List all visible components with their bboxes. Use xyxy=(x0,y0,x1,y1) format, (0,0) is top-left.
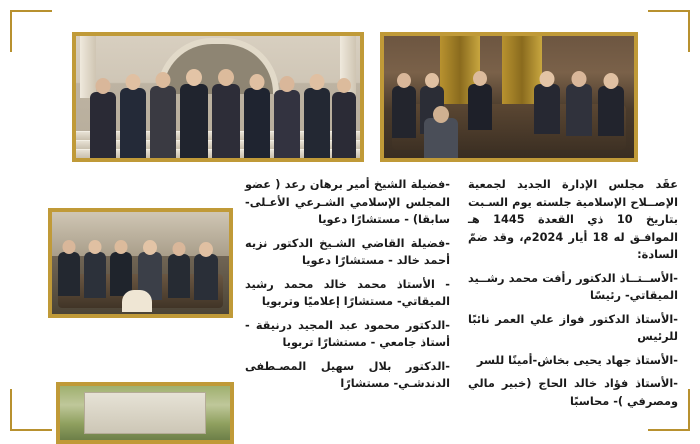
board-member-president: -الأســتــاذ الدكتور رأفت محمد رشــيد الميقاتي- رئيسًا xyxy=(468,271,678,302)
advisor-dawa-2: -فضيلة القاضي الشـيخ الدكتور نزيه أحمد خالد - مستشارًا دعويا xyxy=(245,236,450,267)
board-member-secretary: -الأستاذ جهاد يحيى بخاش-أمينًا للسر xyxy=(476,353,678,367)
board-member-vice-president: -الأستاذ الدكتور فواز علي العمر نائبًا للرئيس xyxy=(468,312,678,343)
article-right-column xyxy=(468,176,678,416)
board-member-accountant: -الأستاذ فؤاد خالد الحاج (خبير مالي ومصرفي )- محاسبًا xyxy=(468,377,678,408)
advisor-media-education: - الأستاذ محمد خالد محمد رشيد الميقاتي- مستشارًا إعلاميًا وتربويا xyxy=(245,277,450,308)
building-exterior xyxy=(56,382,234,444)
meeting-room-wide xyxy=(380,32,638,162)
corner-ornament-top-left xyxy=(10,10,52,52)
advisor-dawa-1: -فضيلة الشيخ أمير برهان رعد ( عضو المجلس الإسلامي الشـرعي الأعـلى- سابقا) - مستشارًا دعويا xyxy=(245,178,450,226)
advisor-education: -الدكتور محمود عبد المجيد درنيقة - أستاذ جامعي - مستشارًا تربويا xyxy=(245,318,450,349)
small-meeting xyxy=(48,208,233,318)
corner-ornament-bottom-left xyxy=(10,389,52,431)
article-intro: عقَد مجلس الإدارة الجديد لجمعية الإصــلاح الإسلامية جلسته يوم السـبت بتاريخ 10 ذي القعدة 1445 هـ الموافـق له 18 أيار 2024م، وقد ضمّ السادة: xyxy=(468,178,678,261)
advisor-general: -الدكتور بلال سهيل المصـطفى الدندشـي- مستشارًا xyxy=(245,359,450,390)
corner-ornament-top-right xyxy=(648,10,690,52)
group-photo-stairs xyxy=(72,32,364,162)
article-middle-column xyxy=(245,176,450,399)
